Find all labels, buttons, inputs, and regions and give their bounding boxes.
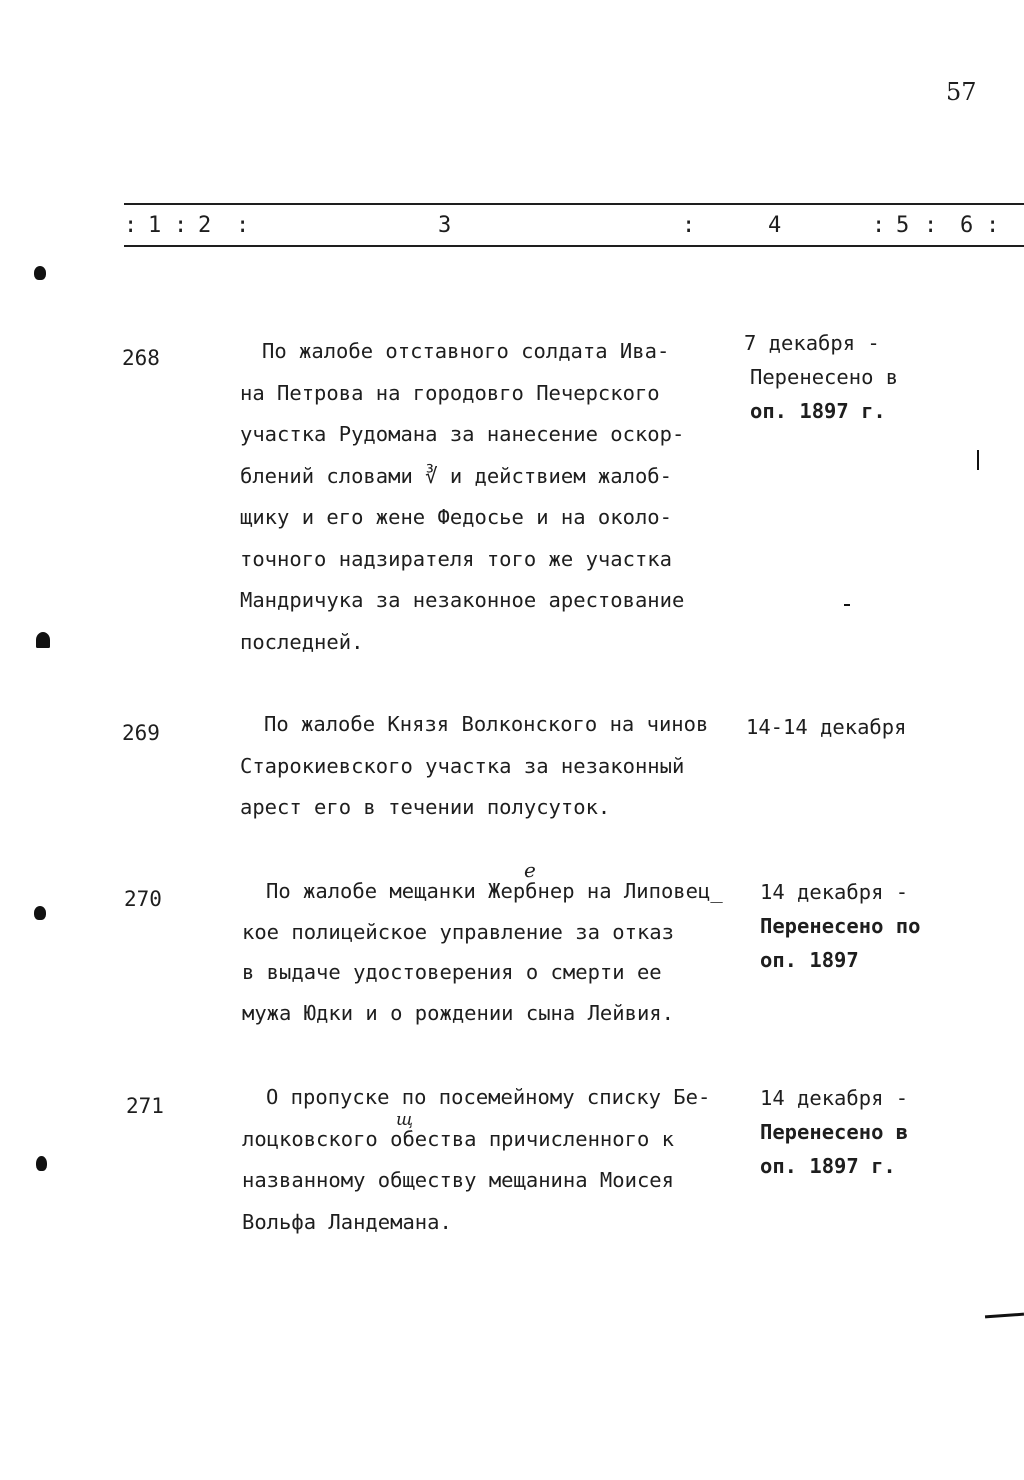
entry-date — [760, 1081, 908, 1183]
text-line: По жалобе мещанки Жербнер на Липовец_ — [266, 879, 723, 903]
date-line: Перенесено в — [760, 1120, 909, 1144]
date-line: оп. 1897 г. — [750, 399, 886, 423]
handwritten-correction: е — [524, 858, 536, 882]
entry-number: 270 — [124, 887, 162, 911]
header-separator: : — [924, 213, 938, 238]
header-separator: : — [236, 213, 250, 238]
header-col-4: 4 — [768, 213, 782, 238]
entry-date — [746, 710, 906, 744]
scan-mark — [977, 450, 979, 470]
header-col-2: 2 — [198, 213, 212, 238]
date-line: Перенесено в — [750, 365, 899, 389]
header-rule-bottom — [124, 245, 1024, 247]
header-separator: : — [682, 213, 696, 238]
date-line: 14-14 декабря — [746, 715, 907, 739]
text-line: блений словами ∛ и действием жалоб- — [240, 463, 672, 488]
text-line: участка Рудомана за нанесение оскор- — [240, 422, 685, 446]
entry-text — [242, 1077, 710, 1243]
text-line: лоцковского обества причисленного к — [242, 1126, 674, 1151]
text-line: на Петрова на городовго Печерского — [240, 380, 660, 405]
date-line: Перенесено по — [760, 914, 921, 938]
entry-text — [242, 871, 723, 1033]
date-line: 7 декабря - — [744, 331, 880, 355]
text-line: щику и его жене Федосье и на около- — [240, 505, 672, 529]
punch-hole-mark — [36, 1156, 47, 1171]
scan-mark — [844, 604, 850, 606]
header-col-6: 6 — [960, 213, 974, 238]
entry-date — [744, 326, 898, 428]
header-separator: : — [986, 213, 1000, 238]
date-line: 14 декабря - — [760, 880, 909, 904]
header-rule-top — [124, 203, 1024, 205]
header-col-5: 5 — [896, 213, 910, 238]
punch-hole-mark — [34, 906, 46, 920]
text-line: арест его в течении полусуток. — [240, 795, 611, 819]
header-separator: : — [174, 213, 188, 238]
date-line: 14 декабря - — [760, 1086, 909, 1110]
text-line: Старокиевского участка за незаконный — [240, 753, 685, 778]
text-line: в выдаче удостоверения о смерти ее — [242, 960, 662, 984]
punch-hole-mark — [34, 266, 46, 280]
text-line: По жалобе Князя Волконского на чинов — [264, 712, 709, 736]
text-line: последней. — [240, 629, 364, 654]
entry-number: 268 — [122, 346, 160, 370]
text-line: Вольфа Ландемана. — [242, 1209, 452, 1234]
entry-date — [760, 875, 920, 977]
text-line: точного надзирателя того же участка — [240, 546, 672, 571]
header-col-3: 3 — [438, 213, 452, 238]
date-line: оп. 1897 — [760, 948, 859, 972]
entry-number: 271 — [126, 1094, 164, 1118]
punch-hole-mark — [36, 632, 50, 648]
text-line: названному обществу мещанина Моисея — [242, 1168, 674, 1192]
text-line: Мандричука за незаконное арестование — [240, 588, 685, 612]
header-separator: : — [872, 213, 886, 238]
header-col-1: 1 — [148, 213, 162, 238]
entry-number: 269 — [122, 721, 160, 745]
text-line: По жалобе отставного солдата Ива- — [262, 339, 670, 363]
date-line: оп. 1897 г. — [760, 1154, 896, 1178]
text-line: мужа Юдки и о рождении сына Лейвия. — [242, 1000, 674, 1025]
handwritten-correction: щ — [396, 1110, 414, 1130]
text-line: О пропуске по посемейному списку Бе- — [266, 1085, 711, 1109]
entry-text — [240, 704, 708, 829]
scan-mark — [985, 1313, 1024, 1319]
header-separator: : — [124, 213, 138, 238]
entry-text — [240, 331, 684, 663]
page-number: 57 — [946, 78, 977, 106]
text-line: кое полицейское управление за отказ — [242, 919, 674, 944]
